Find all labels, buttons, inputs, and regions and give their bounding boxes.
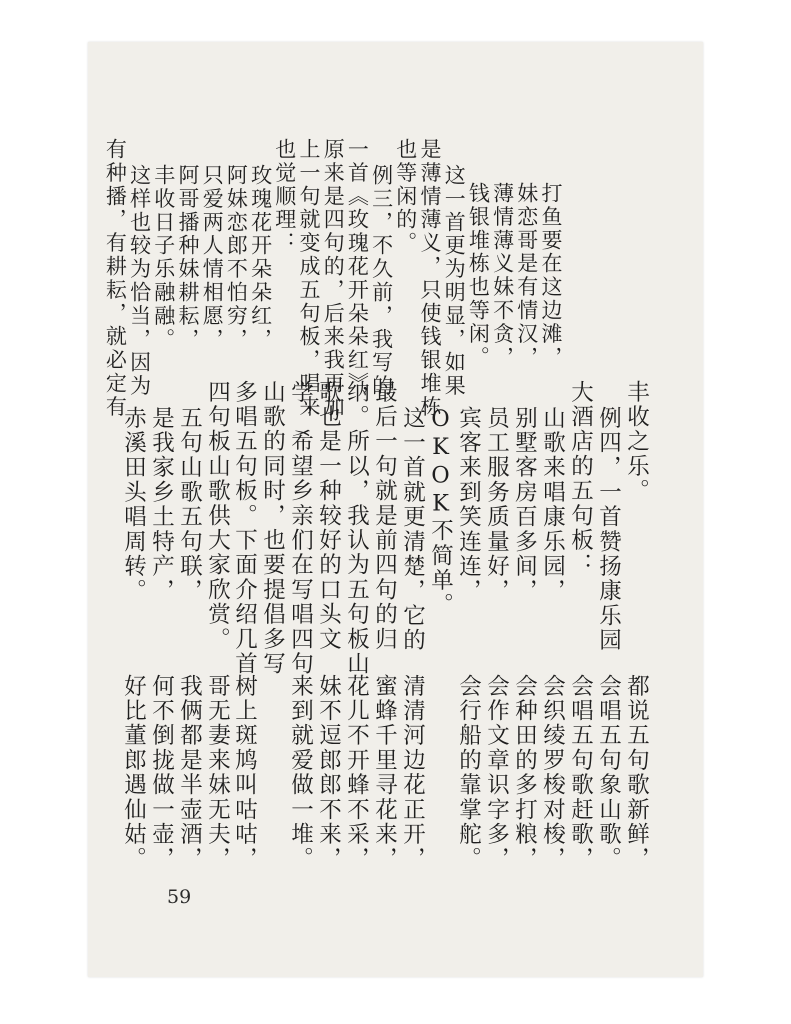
text-column: 丰收之乐。 [623,380,650,504]
text-column: 打鱼要在这边滩， [539,182,563,370]
text-column: 会唱五句歌赶歌， [567,674,594,872]
text-column: 会唱五句象山歌。 [595,674,622,872]
text-column: 原来是四句的，后来我再加 [321,138,346,419]
text-column: 我俩都是半壶酒， [176,674,203,872]
text-column: 员工服务质量好， [483,406,510,604]
text-column: 薄情薄义妹不贪， [490,182,515,370]
text-column: 会种田的多打粮， [511,674,538,872]
text-column: 纳。所以，我认为五句板山 [343,380,370,677]
text-column: 大酒店的五句板： [567,380,594,578]
text-column: 钱银堆栋也等闲。 [466,182,491,370]
page-number: 59 [167,886,192,908]
text-column: 赤溪田头唱周转。 [120,406,147,604]
text-column: 山歌的同时，也要提倡多写 [259,380,286,677]
text-column: 这一首更为明显，如果 [442,164,467,398]
text-column: 妹不逗郎郎不来， [315,674,342,872]
text-column: 来到就爱做一堆。 [287,674,314,872]
text-column: 有种播，有耕耘，就必定有 [103,138,128,419]
text-column: 阿妹恋郎不怕穷， [224,164,249,352]
text-column: 山歌来唱康乐园， [539,406,566,604]
text-column: 妹恋哥是有情汉， [514,182,539,370]
text-column: 玫瑰花开朵朵红， [248,164,273,352]
text-column: 也等闲的。 [393,138,418,255]
text-column: 四句板山歌供大家欣赏。 [204,380,231,652]
text-column: 歌也是一种较好的口头文 [315,380,342,652]
text-column: 宾客来到笑连连， [455,406,482,604]
text-column: 这一首就更清楚，它的 [399,406,426,653]
text-column: 好比董郎遇仙姑。 [120,674,147,872]
text-column: 上一句就变成五句板，唱来 [297,138,321,419]
text-column: 五句山歌五句联， [176,406,203,604]
text-column: 会行船的靠掌舵。 [455,674,482,872]
text-column: 花儿不开蜂不采， [343,674,370,872]
text-column: 例四，一首赞扬康乐园 [595,406,622,653]
text-column: 哥无妻来妹无夫， [204,674,231,872]
text-column: 也觉顺理： [272,138,297,255]
text-column: 会织绫罗梭对梭， [539,674,566,872]
text-column: 树上斑鸠叫咕咕， [231,674,258,872]
text-column: 最后一句就是前四句的归 [371,380,398,652]
text-column: 多唱五句板。下面介绍几首 [231,380,258,677]
text-column: 蜜蜂千里寻花来， [371,674,398,872]
text-column: 只爱两人情相愿， [200,164,225,352]
text-column: 是薄情薄义，只使钱银堆栋 [418,138,442,419]
text-column: 一首《玫瑰花开朵朵红》， [345,138,370,409]
text-column: 会作文章识字多， [483,674,510,872]
text-column: 清清河边花正开， [399,674,426,872]
text-column: 别墅客房百多间， [511,406,538,604]
text-column: 何不倒拢做一壶， [148,674,175,872]
text-column: 阿哥播种妹耕耘， [176,164,200,352]
text-column: 学，希望乡亲们在写唱四句 [287,380,314,677]
book-page [88,42,703,977]
text-column: 这样也较为恰当，因为 [127,164,152,398]
text-column: 是我家乡土特产， [148,406,175,604]
text-column: 例三，不久前，我写的 [369,164,394,398]
text-column: OKOK不简单。 [427,406,454,618]
text-column: 都说五句歌新鲜， [623,674,650,872]
text-column: 丰收日子乐融融。 [151,164,176,352]
